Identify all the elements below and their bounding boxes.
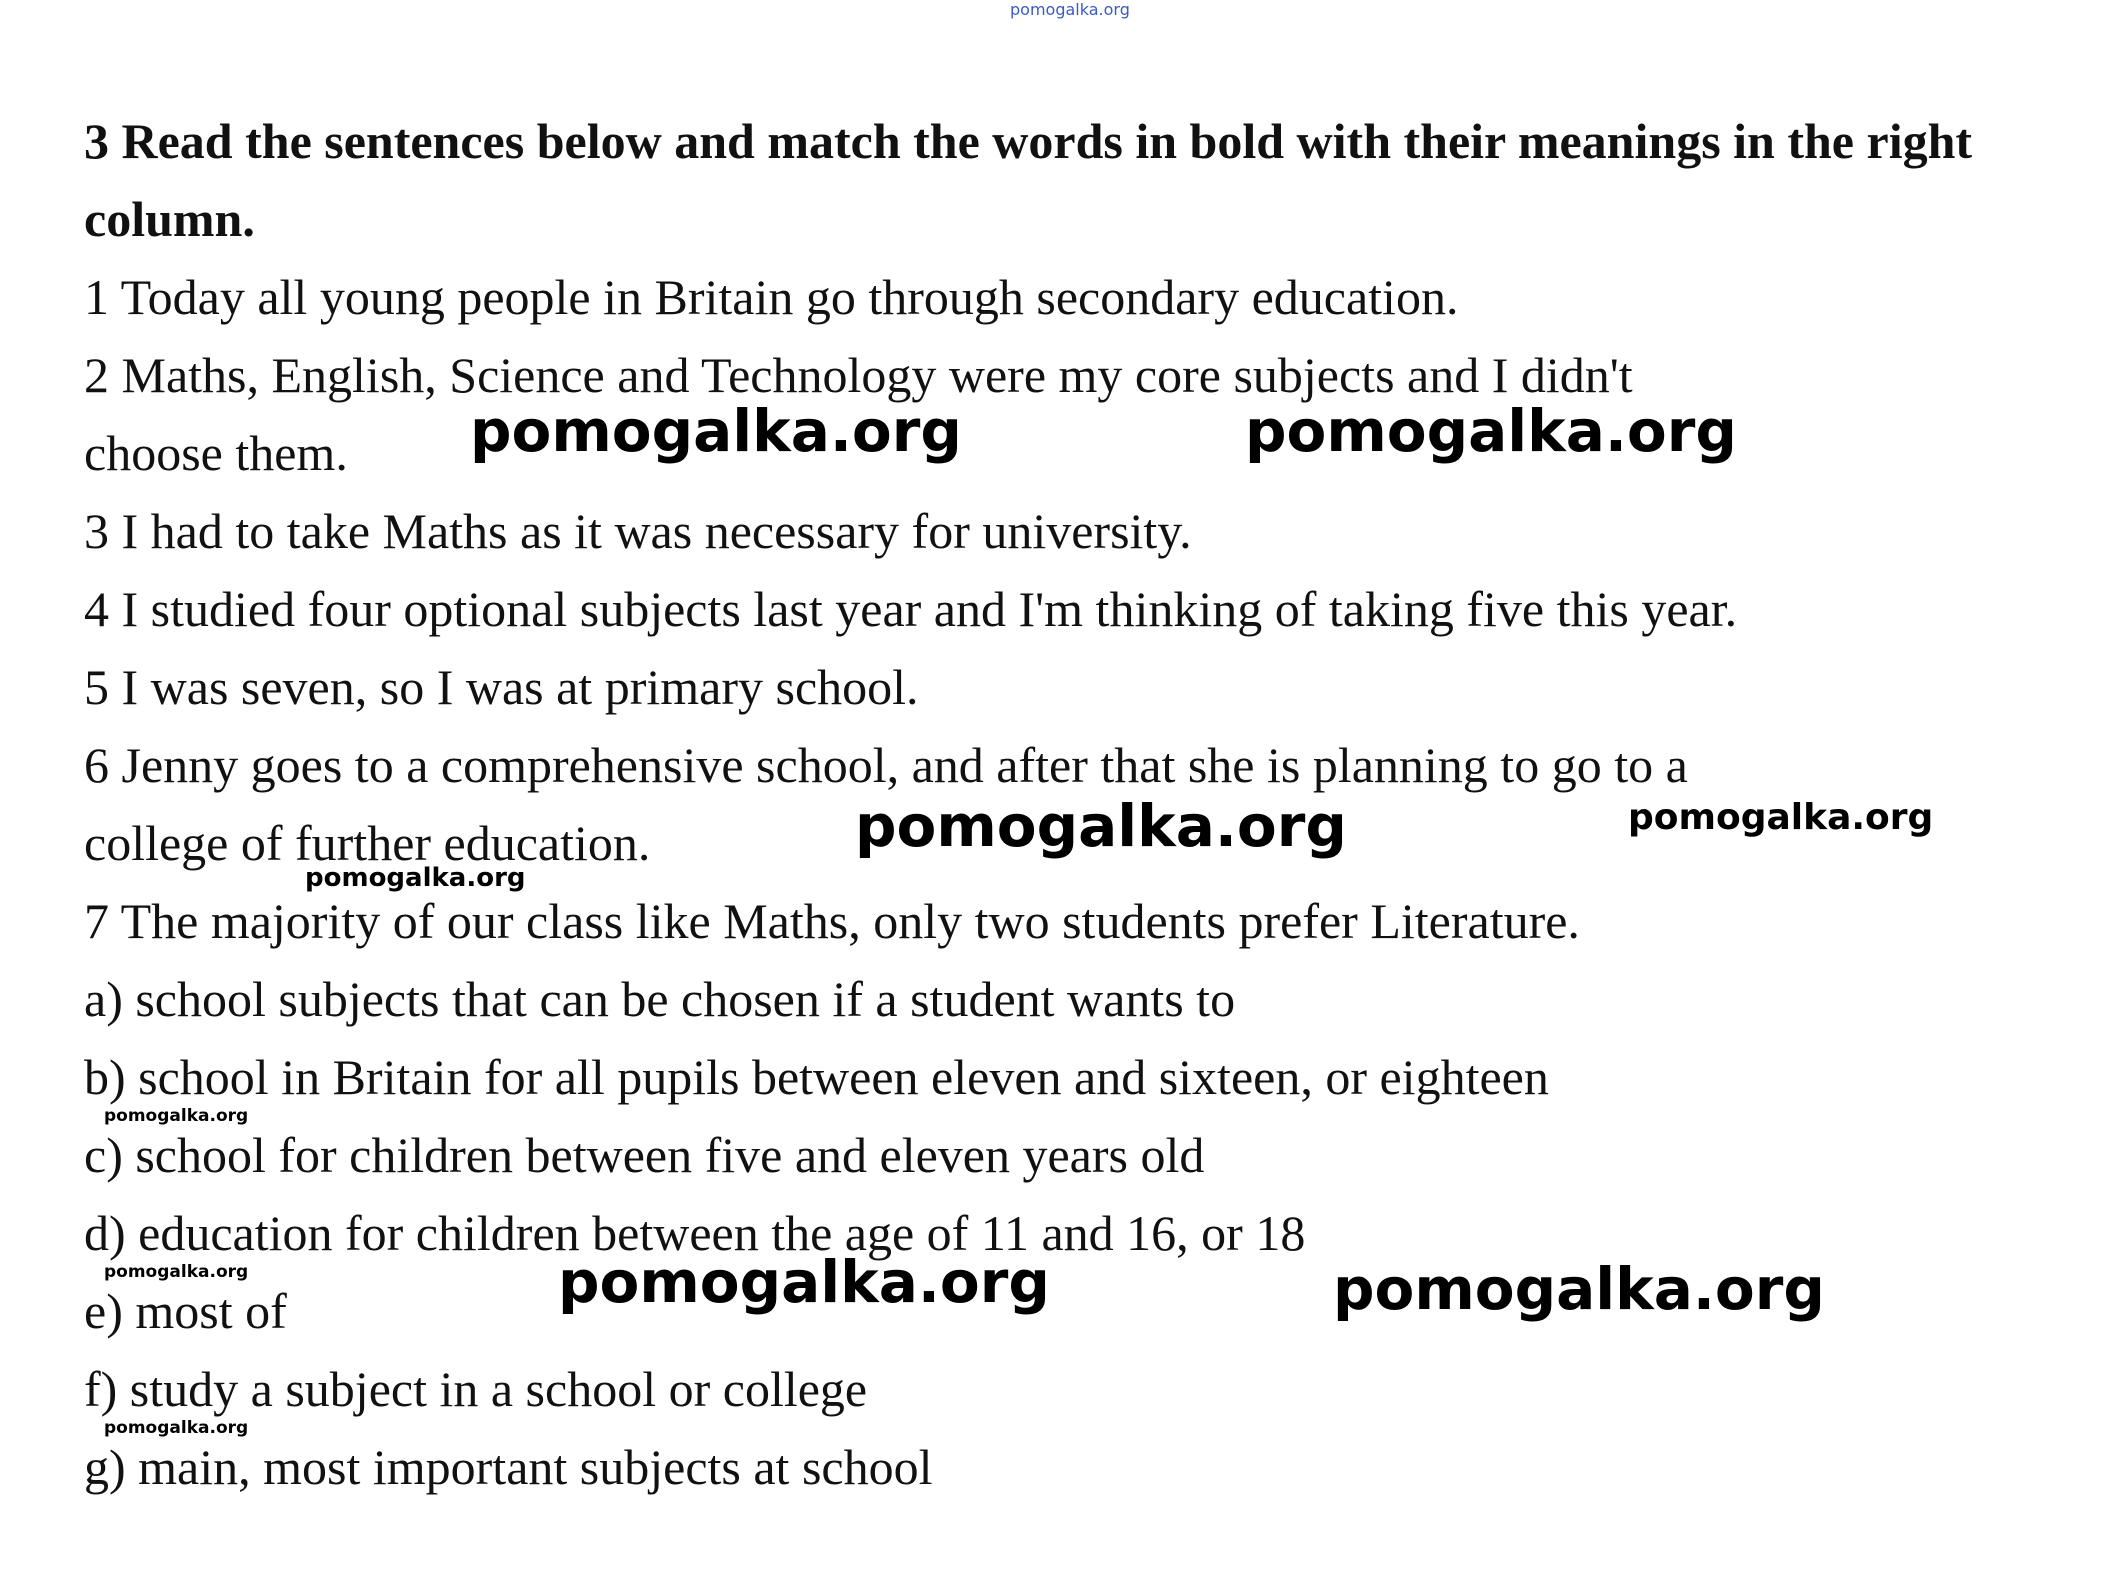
watermark: pomogalka.org (104, 1106, 249, 1126)
watermark: pomogalka.org (470, 397, 962, 465)
watermark: pomogalka.org (104, 1418, 249, 1438)
sentence-5: 5 I was seven, so I was at primary school. (84, 659, 919, 715)
sentence-7: 7 The majority of our class like Maths, only two students prefer Literature. (84, 893, 1580, 949)
watermark: pomogalka.org (1245, 397, 1737, 465)
watermark: pomogalka.org (558, 1248, 1050, 1316)
sentence-4: 4 I studied four optional subjects last year and I'm thinking of taking five this year. (84, 581, 1738, 637)
meaning-d: d) education for children between the age of 11 and 16, or 18 (84, 1205, 1306, 1261)
sentence-6-line-1: 6 Jenny goes to a comprehensive school, and after that she is planning to go to a (84, 737, 1688, 793)
sentence-3: 3 I had to take Maths as it was necessary for university. (84, 503, 1192, 559)
meaning-e: e) most of (84, 1283, 287, 1339)
meaning-b: b) school in Britain for all pupils between eleven and sixteen, or eighteen (84, 1049, 1549, 1105)
meaning-c: c) school for children between five and eleven years old (84, 1127, 1205, 1183)
top-watermark: pomogalka.org (1010, 0, 1130, 19)
watermark: pomogalka.org (305, 863, 526, 893)
sentence-1: 1 Today all young people in Britain go through secondary education. (84, 269, 1459, 325)
sentence-2-line-1: 2 Maths, English, Science and Technology were my core subjects and I didn't (84, 347, 1633, 403)
watermark: pomogalka.org (104, 1262, 249, 1282)
meaning-a: a) school subjects that can be chosen if a student wants to (84, 971, 1236, 1027)
meaning-f: f) study a subject in a school or college (84, 1361, 868, 1417)
meaning-g: g) main, most important subjects at school (84, 1439, 933, 1495)
sentence-2-line-2: choose them. (84, 425, 348, 481)
watermark: pomogalka.org (1333, 1255, 1825, 1323)
exercise-heading: 3 Read the sentences below and match the words in bold with their meanings in the right column. (84, 113, 1973, 247)
watermark: pomogalka.org (855, 792, 1347, 860)
watermark: pomogalka.org (1628, 797, 1934, 838)
sentence-6-line-2: college of further education. (84, 815, 651, 871)
